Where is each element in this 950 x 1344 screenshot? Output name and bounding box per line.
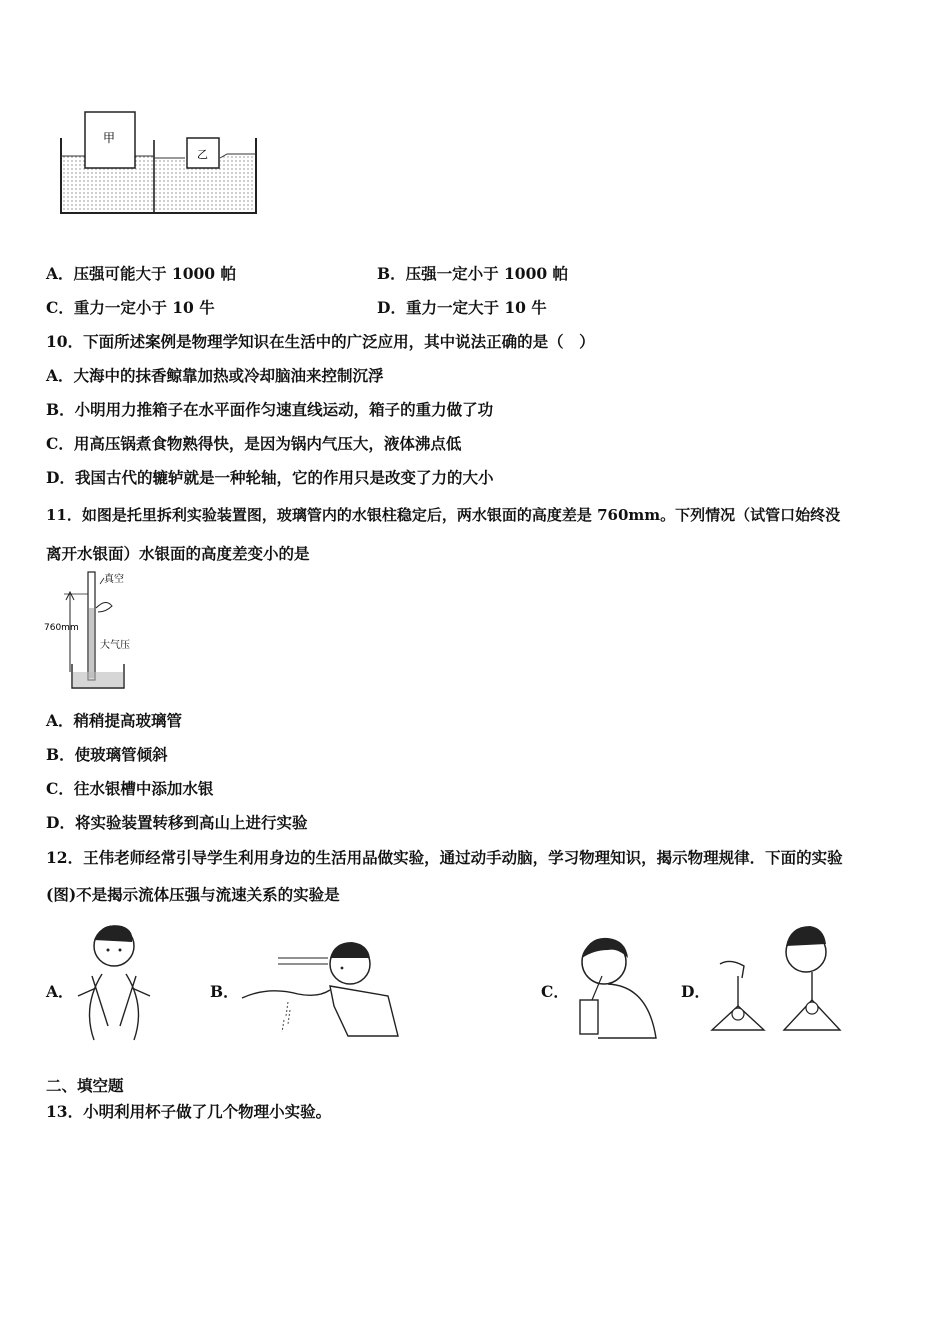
q10-option-a: A．大海中的抹香鲸靠加热或冷却脑油来控制沉浮 [46, 366, 384, 385]
q12-stem-line2: (图)不是揭示流体压强与流速关系的实验是 [46, 885, 340, 904]
tank-blocks-figure [55, 108, 261, 218]
q11-option-c: C．往水银槽中添加水银 [46, 779, 214, 798]
q11-option-a: A．稍稍提高玻璃管 [46, 711, 183, 730]
experiment-d-illustration [706, 918, 850, 1046]
q12-stem-line1: 12．王伟老师经常引导学生利用身边的生活用品做实验，通过动手动脑，学习物理知识，揭示物理规律．下面的实验 [46, 848, 843, 867]
q9-option-a: A．压强可能大于 1000 帕 [46, 264, 236, 283]
q12-option-d-label: D． [681, 982, 710, 1001]
q12-option-b-label: B． [210, 982, 239, 1001]
q11-stem-line2: 离开水银面）水银面的高度差变小的是 [46, 544, 310, 563]
section2-title: 二、填空题 [46, 1076, 124, 1095]
q9-option-d: D．重力一定大于 10 牛 [377, 298, 547, 317]
q11-option-d: D．将实验装置转移到高山上进行实验 [46, 813, 308, 832]
block-jia-label: 甲 [103, 131, 116, 145]
q13-stem: 13．小明利用杯子做了几个物理小实验。 [46, 1102, 332, 1121]
q11-stem-line1: 11．如图是托里拆利实验装置图，玻璃管内的水银柱稳定后，两水银面的高度差是 760mm。下列情况（试管口始终没 [46, 506, 841, 524]
q11-option-b: B．使玻璃管倾斜 [46, 745, 168, 764]
q9-option-c: C．重力一定小于 10 牛 [46, 298, 215, 317]
torricelli-figure [44, 568, 144, 694]
vacuum-label: 真空 [104, 574, 124, 585]
experiment-b-illustration [238, 936, 403, 1046]
q12-option-a-label: A． [46, 982, 74, 1001]
q9-option-b: B．压强一定小于 1000 帕 [377, 264, 569, 283]
experiment-c-illustration [568, 930, 664, 1042]
q10-option-b: B．小明用力推箱子在水平面作匀速直线运动，箱子的重力做了功 [46, 400, 494, 419]
experiment-a-illustration [72, 916, 162, 1046]
height-label: 760mm [44, 623, 79, 633]
q10-stem: 10．下面所述案例是物理学知识在生活中的广泛应用，其中说法正确的是（ ） [46, 332, 595, 351]
q12-option-c-label: C． [541, 982, 569, 1001]
block-yi-label: 乙 [197, 148, 208, 161]
q10-option-c: C．用高压锅煮食物熟得快，是因为锅内气压大，液体沸点低 [46, 434, 462, 453]
q10-option-d: D．我国古代的辘轳就是一种轮轴，它的作用只是改变了力的大小 [46, 468, 494, 487]
atm-label: 大气压 [100, 640, 130, 651]
